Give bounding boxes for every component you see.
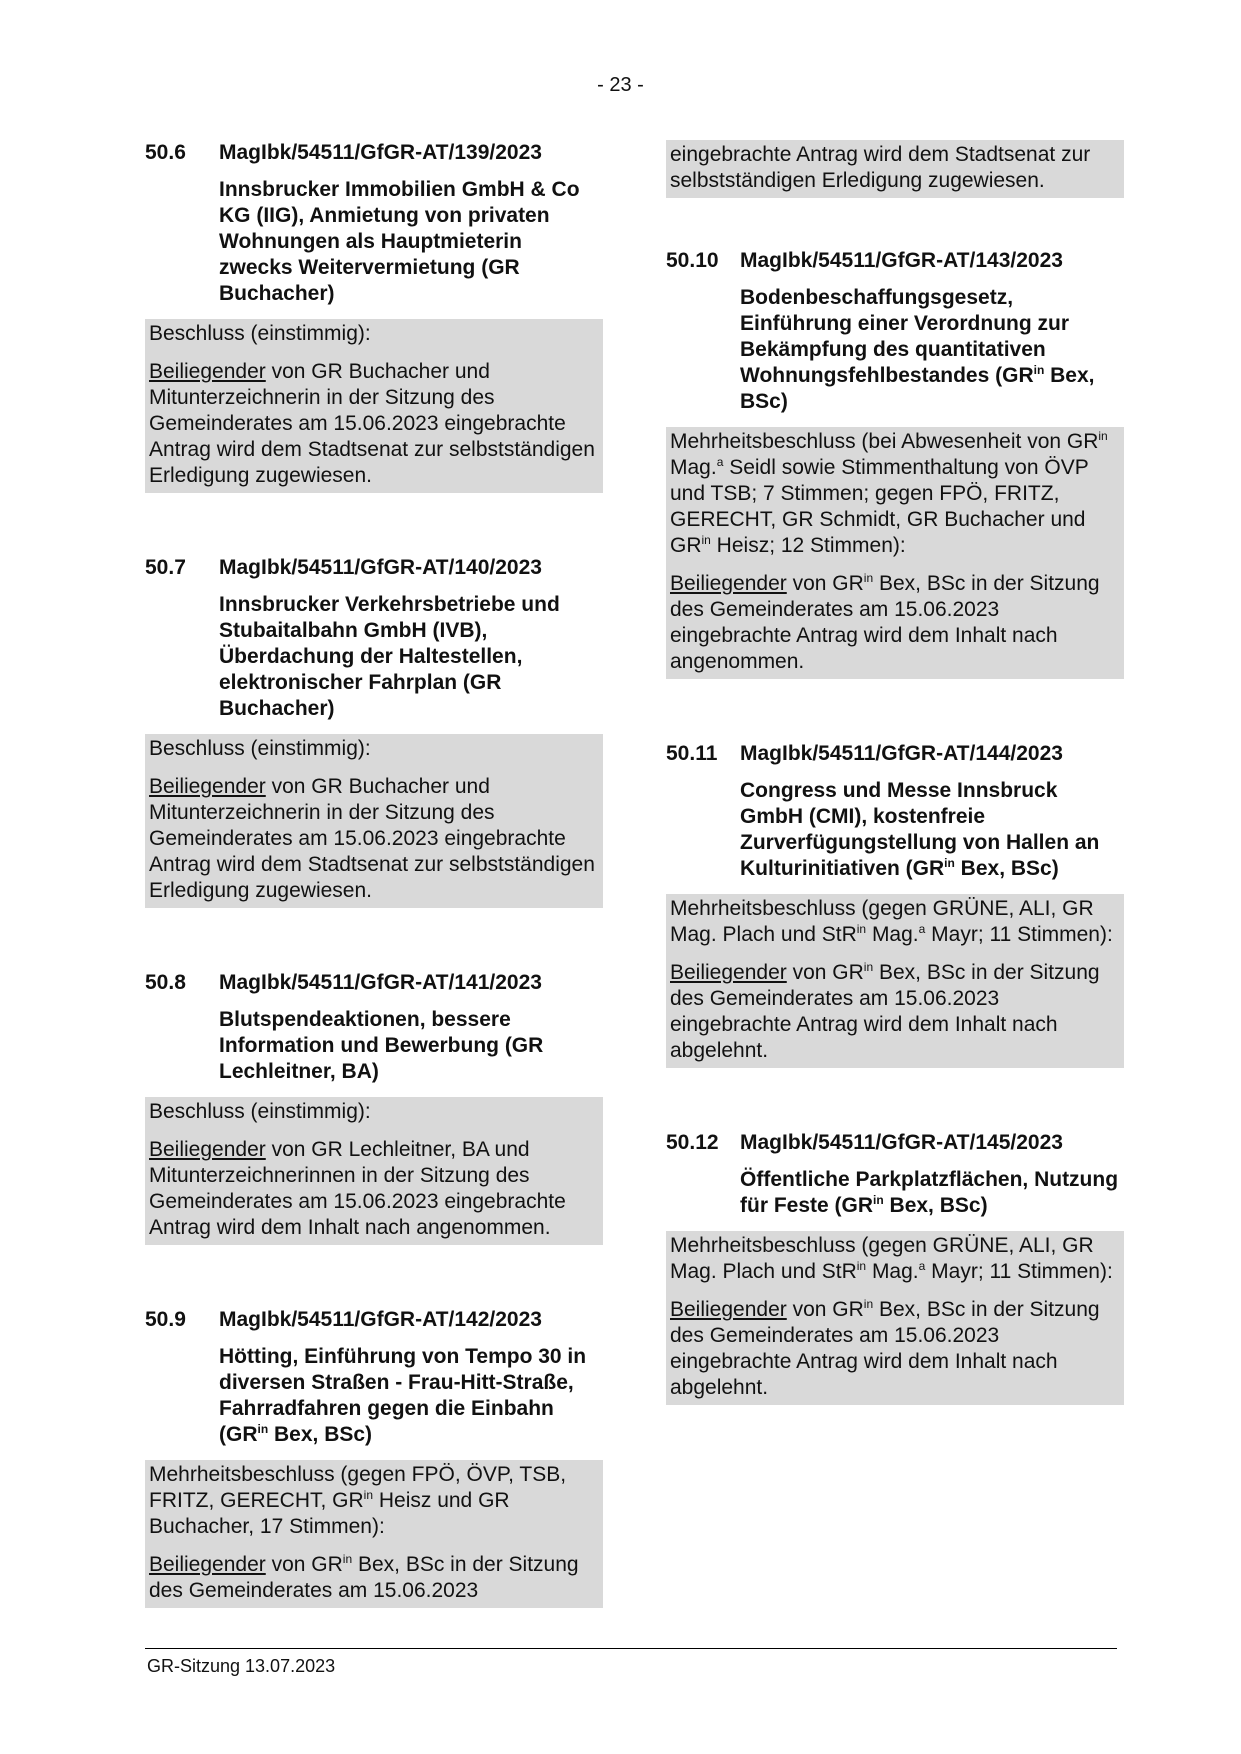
item-title: Öffentliche Parkplatzflächen, Nutzung für Feste ($GR^{in}$ Bex, BSc) <box>740 1168 1119 1217</box>
item-heading <box>145 140 603 166</box>
agenda-item-50-11 <box>666 741 1124 1068</box>
item-number: 50.8 <box>145 971 186 994</box>
lead-word: Beiliegender <box>149 1138 266 1161</box>
item-reference: MagIbk/54511/GfGR-AT/144/2023 <box>740 742 1063 765</box>
item-number: 50.6 <box>145 141 186 164</box>
decision-line: Mehrheitsbeschluss (gegen GRÜNE, ALI, GR Mag. Plach und StR$^{in}$ Mag.$^a$ Mayr; 11 Stimmen): <box>670 897 1113 946</box>
resolution-text: Beiliegender von $GR^{in}$ Bex, BSc in der Sitzung des Gemeinderates am 15.06.2023 eingebrachte Antrag wird dem Inhalt nach angenommen. <box>670 571 1100 673</box>
page-number: - 23 - <box>597 74 644 96</box>
decision-line: Mehrheitsbeschluss (gegen FPÖ, ÖVP, TSB, FRITZ, GERECHT, $GR^{in}$ Heisz und GR Buchacher, 17 Stimmen): <box>149 1463 567 1538</box>
lead-word: Beiliegender <box>149 775 266 798</box>
item-heading <box>666 741 1124 767</box>
item-reference: MagIbk/54511/GfGR-AT/142/2023 <box>219 1308 542 1331</box>
right-column <box>666 140 1124 1405</box>
agenda-item-50-6 <box>145 140 603 493</box>
resolution-text: Beiliegender von $GR^{in}$ Bex, BSc in der Sitzung des Gemeinderates am 15.06.2023 eingebrachte Antrag wird dem Inhalt nach abgelehnt. <box>670 1297 1100 1399</box>
agenda-item-50-9 <box>145 1307 603 1608</box>
resolution-text: Beiliegender von $GR^{in}$ Bex, BSc in der Sitzung des Gemeinderates am 15.06.2023 eingebrachte Antrag wird dem Inhalt nach abgelehnt. <box>670 960 1100 1062</box>
item-heading <box>145 1307 603 1333</box>
item-number: 50.12 <box>666 1131 719 1154</box>
item-title: Innsbrucker Immobilien GmbH & Co KG (IIG), Anmietung von privaten Wohnungen als Hauptmieterin zwecks Weitervermietung (GR Buchacher) <box>219 178 580 305</box>
item-heading <box>666 248 1124 274</box>
decision-line: Beschluss (einstimmig): <box>149 1100 371 1123</box>
continuation-text: eingebrachte Antrag wird dem Stadtsenat zur selbstständigen Erledigung zugewiesen. <box>670 143 1091 192</box>
resolution-box <box>666 427 1124 679</box>
item-reference: MagIbk/54511/GfGR-AT/141/2023 <box>219 971 542 994</box>
item-title: Bodenbeschaffungsgesetz, Einführung einer Verordnung zur Bekämpfung des quantitativen Wohnungsfehlbestandes ($GR^{in}$ Bex, BSc) <box>740 286 1095 413</box>
item-number: 50.11 <box>666 742 718 765</box>
agenda-item-50-12 <box>666 1130 1124 1405</box>
item-reference: MagIbk/54511/GfGR-AT/140/2023 <box>219 556 542 579</box>
item-number: 50.10 <box>666 249 719 272</box>
lead-word: Beiliegender <box>149 360 266 383</box>
continuation-box <box>666 140 1124 198</box>
item-title: Hötting, Einführung von Tempo 30 in diversen Straßen - Frau-Hitt-Straße, Fahrradfahren gegen die Einbahn ($GR^{in}$ Bex, BSc) <box>219 1345 587 1446</box>
item-heading <box>666 1130 1124 1156</box>
decision-line: Mehrheitsbeschluss (bei Abwesenheit von $GR^{in}$ Mag.$^a$ Seidl sowie Stimmenthaltung von ÖVP und TSB; 7 Stimmen; gegen FPÖ, FRITZ, GERECHT, GR Schmidt, GR Buchacher und $GR^{in}$ Heisz; 12 Stimmen): <box>670 429 1108 557</box>
agenda-item-50-8 <box>145 970 603 1245</box>
resolution-box <box>145 319 603 493</box>
resolution-text: Beiliegender von $GR^{in}$ Bex, BSc in der Sitzung des Gemeinderates am 15.06.2023 <box>149 1552 579 1602</box>
item-reference: MagIbk/54511/GfGR-AT/143/2023 <box>740 249 1063 272</box>
item-reference: MagIbk/54511/GfGR-AT/145/2023 <box>740 1131 1063 1154</box>
decision-line: Beschluss (einstimmig): <box>149 322 371 345</box>
decision-line: Mehrheitsbeschluss (gegen GRÜNE, ALI, GR Mag. Plach und StR$^{in}$ Mag.$^a$ Mayr; 11 Stimmen): <box>670 1234 1113 1283</box>
lead-word: Beiliegender <box>149 1553 266 1576</box>
item-title: Blutspendeaktionen, bessere Information und Bewerbung (GR Lechleitner, BA) <box>219 1008 544 1083</box>
resolution-text: Beiliegender von GR Lechleitner, BA und Mitunterzeichnerinnen in der Sitzung des Gemeinderates am 15.06.2023 eingebrachte Antrag wird dem Inhalt nach angenommen. <box>149 1138 566 1239</box>
footer-divider <box>145 1648 1117 1649</box>
left-column <box>145 140 603 1608</box>
resolution-box <box>145 734 603 908</box>
item-reference: MagIbk/54511/GfGR-AT/139/2023 <box>219 141 542 164</box>
resolution-box <box>145 1097 603 1245</box>
agenda-item-50-10 <box>666 248 1124 679</box>
resolution-box <box>666 1231 1124 1405</box>
item-number: 50.9 <box>145 1308 186 1331</box>
resolution-box <box>145 1460 603 1608</box>
lead-word: Beiliegender <box>670 1298 787 1321</box>
footer-session-date: GR-Sitzung 13.07.2023 <box>147 1656 336 1676</box>
lead-word: Beiliegender <box>670 572 787 595</box>
resolution-text: Beiliegender von GR Buchacher und Mitunterzeichnerin in der Sitzung des Gemeinderates am 15.06.2023 eingebrachte Antrag wird dem Stadtsenat zur selbstständigen Erledigung zugewiesen. <box>149 775 595 902</box>
resolution-box <box>666 894 1124 1068</box>
item-heading <box>145 555 603 581</box>
item-title: Congress und Messe Innsbruck GmbH (CMI), kostenfreie Zurverfügungstellung von Hallen an Kulturinitiativen ($GR^{in}$ Bex, BSc) <box>740 779 1100 880</box>
lead-word: Beiliegender <box>670 961 787 984</box>
item-heading <box>145 970 603 996</box>
item-title: Innsbrucker Verkehrsbetriebe und Stubaitalbahn GmbH (IVB), Überdachung der Haltestellen, elektronischer Fahrplan (GR Buchacher) <box>219 593 560 720</box>
agenda-item-50-7 <box>145 555 603 908</box>
resolution-text: Beiliegender von GR Buchacher und Mitunterzeichnerin in der Sitzung des Gemeinderates am 15.06.2023 eingebrachte Antrag wird dem Stadtsenat zur selbstständigen Erledigung zugewiesen. <box>149 360 595 487</box>
decision-line: Beschluss (einstimmig): <box>149 737 371 760</box>
item-number: 50.7 <box>145 556 186 579</box>
